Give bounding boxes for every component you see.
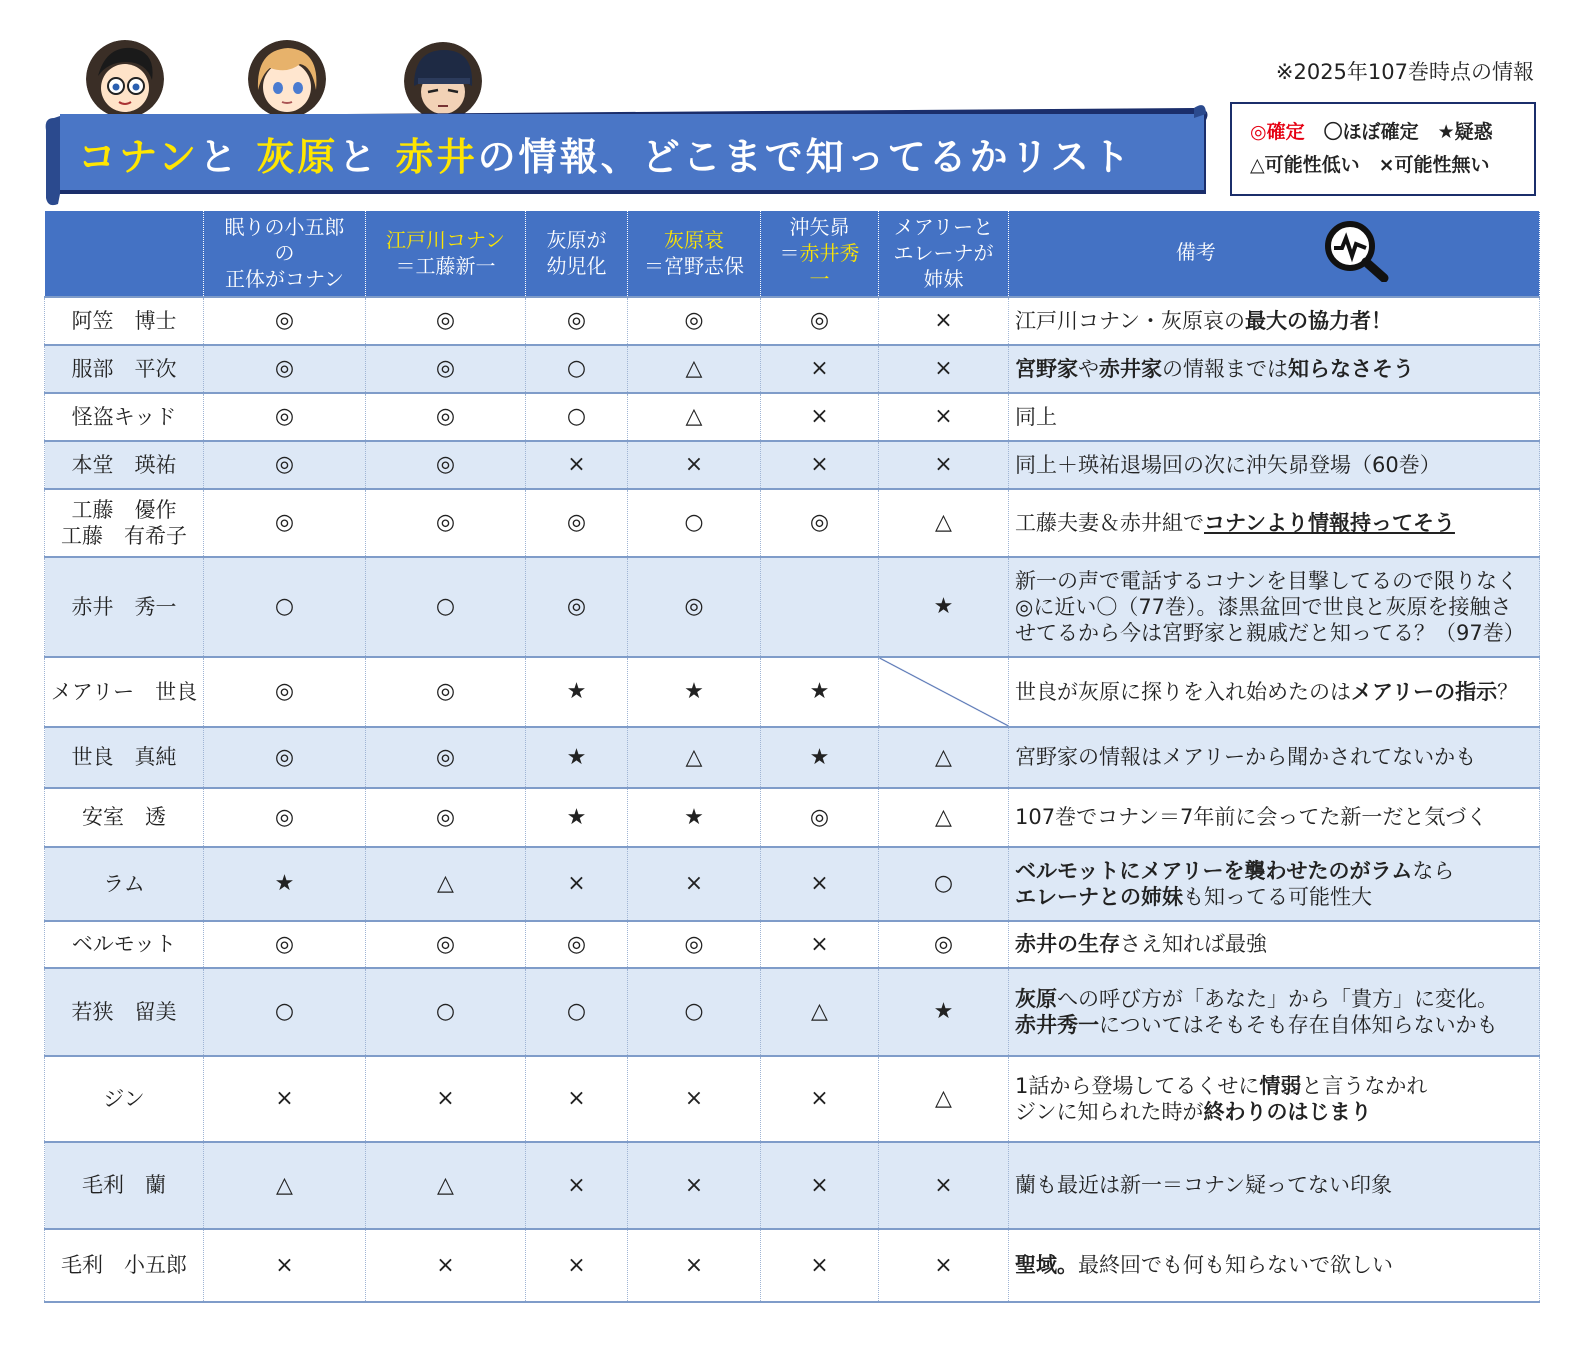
note-cell: 江戸川コナン・灰原哀の最大の協力者！ — [1009, 297, 1540, 345]
mark-cell: ◎ — [628, 557, 761, 657]
magnifier-icon — [1322, 218, 1392, 288]
mark-cell: × — [526, 847, 628, 921]
mark-cell: × — [628, 1142, 761, 1229]
mark-cell: × — [761, 1056, 879, 1142]
mark-cell: × — [526, 441, 628, 489]
mark-cell: △ — [628, 727, 761, 788]
mark-cell: × — [761, 441, 879, 489]
mark-cell: ◎ — [366, 657, 526, 727]
mark-cell: ◎ — [366, 345, 526, 393]
mark-cell: ◎ — [526, 297, 628, 345]
mark-cell: × — [366, 1229, 526, 1302]
mark-cell: ◎ — [526, 921, 628, 968]
table-row — [45, 441, 1540, 489]
mark-cell: × — [526, 1229, 628, 1302]
character-name: 毛利 蘭 — [45, 1142, 204, 1229]
mark-cell: × — [628, 847, 761, 921]
table-row — [45, 345, 1540, 393]
mark-cell: ◎ — [879, 921, 1009, 968]
header-conan-shinichi: 江戸川コナン ＝工藤新一 — [366, 211, 526, 297]
mark-cell: △ — [366, 847, 526, 921]
mark-cell: ◎ — [204, 297, 366, 345]
mark-cell: ◎ — [366, 921, 526, 968]
header-haibara-shrunk: 灰原が 幼児化 — [526, 211, 628, 297]
mark-cell: × — [628, 1056, 761, 1142]
mark-cell: ◎ — [761, 489, 879, 557]
character-name: ジン — [45, 1056, 204, 1142]
note-cell: 蘭も最近は新一＝コナン疑ってない印象 — [1009, 1142, 1540, 1229]
table-row — [45, 489, 1540, 557]
legend-row-2: △可能性低い ×可能性無い — [1250, 154, 1490, 176]
mark-cell: × — [204, 1229, 366, 1302]
mark-cell: ◎ — [204, 788, 366, 847]
mark-cell: ◎ — [526, 489, 628, 557]
mark-cell: ◎ — [204, 393, 366, 441]
mark-cell: × — [526, 1056, 628, 1142]
mark-cell: ◎ — [204, 489, 366, 557]
note-cell: 赤井の生存さえ知れば最強 — [1009, 921, 1540, 968]
mark-cell: ◎ — [628, 297, 761, 345]
mark-cell: ○ — [526, 345, 628, 393]
mark-cell: ○ — [879, 847, 1009, 921]
mark-cell: ◎ — [204, 727, 366, 788]
note-cell: 宮野家や赤井家の情報までは知らなさそう — [1009, 345, 1540, 393]
mark-cell: ○ — [628, 968, 761, 1056]
mark-cell: ◎ — [761, 297, 879, 345]
character-name: ベルモット — [45, 921, 204, 968]
timestamp-note: ※2025年107巻時点の情報 — [1275, 60, 1534, 84]
mark-cell: ◎ — [366, 788, 526, 847]
mark-cell: × — [879, 1229, 1009, 1302]
note-cell: 世良が灰原に探りを入れ始めたのはメアリーの指示？ — [1009, 657, 1540, 727]
header-haibara-shiho: 灰原哀 ＝宮野志保 — [628, 211, 761, 297]
mark-cell: ★ — [526, 788, 628, 847]
note-cell: 107巻でコナン＝7年前に会ってた新一だと気づく — [1009, 788, 1540, 847]
note-cell: ベルモットにメアリーを襲わせたのがラムなら エレーナとの姉妹も知ってる可能性大 — [1009, 847, 1540, 921]
character-name: 若狭 留美 — [45, 968, 204, 1056]
mark-cell: ◎ — [204, 921, 366, 968]
table-row — [45, 968, 1540, 1056]
note-cell: 同上＋瑛祐退場回の次に沖矢昴登場（60巻） — [1009, 441, 1540, 489]
note-cell: 灰原への呼び方が「あなた」から「貴方」に変化。 赤井秀一についてはそもそも存在自体知らないかも — [1009, 968, 1540, 1056]
header-character — [45, 211, 204, 297]
mark-cell: △ — [879, 1056, 1009, 1142]
self-cell — [761, 557, 879, 657]
mark-cell: ◎ — [204, 657, 366, 727]
character-name: 赤井 秀一 — [45, 557, 204, 657]
mark-cell: ◎ — [628, 921, 761, 968]
mark-cell: ◎ — [204, 345, 366, 393]
mark-cell: ◎ — [366, 727, 526, 788]
mark-cell: × — [879, 297, 1009, 345]
note-cell: 同上 — [1009, 393, 1540, 441]
mark-cell: × — [761, 1229, 879, 1302]
header-okiya-akai: 沖矢昴 ＝赤井秀 一 — [761, 211, 879, 297]
table-row — [45, 557, 1540, 657]
mark-cell: × — [628, 1229, 761, 1302]
character-name: 服部 平次 — [45, 345, 204, 393]
mark-cell: × — [879, 441, 1009, 489]
self-cell — [879, 657, 1009, 727]
note-cell: 聖域。最終回でも何も知らないで欲しい — [1009, 1229, 1540, 1302]
mark-cell: ○ — [204, 557, 366, 657]
mark-cell: ★ — [761, 657, 879, 727]
header-row — [45, 211, 1540, 297]
legend-box — [1230, 102, 1536, 196]
mark-cell: △ — [879, 489, 1009, 557]
mark-cell: ◎ — [366, 393, 526, 441]
table-row — [45, 847, 1540, 921]
note-cell: 1話から登場してるくせに情弱と言うなかれ ジンに知られた時が終わりのはじまり — [1009, 1056, 1540, 1142]
table-row — [45, 297, 1540, 345]
mark-cell: △ — [628, 345, 761, 393]
table-row — [45, 921, 1540, 968]
mark-cell: △ — [366, 1142, 526, 1229]
mark-cell: ◎ — [761, 788, 879, 847]
note-cell: 宮野家の情報はメアリーから聞かされてないかも — [1009, 727, 1540, 788]
character-name: 毛利 小五郎 — [45, 1229, 204, 1302]
page-title: コナンと 灰原と 赤井の情報、どこまで知ってるかリスト — [78, 135, 1133, 179]
table-row — [45, 788, 1540, 847]
character-name: 阿笠 博士 — [45, 297, 204, 345]
mark-cell: ◎ — [204, 441, 366, 489]
mark-cell: ○ — [366, 557, 526, 657]
mark-cell: × — [366, 1056, 526, 1142]
mark-cell: × — [761, 847, 879, 921]
mark-cell: △ — [879, 727, 1009, 788]
table-row — [45, 1142, 1540, 1229]
mark-cell: ★ — [526, 727, 628, 788]
header-mary-elena: メアリーと エレーナが 姉妹 — [879, 211, 1009, 297]
mark-cell: ◎ — [366, 297, 526, 345]
mark-cell: × — [761, 1142, 879, 1229]
legend-row-1: ◎確定 〇ほぼ確定 ★疑惑 — [1250, 121, 1493, 143]
mark-cell: ○ — [366, 968, 526, 1056]
character-name: 工藤 優作 工藤 有希子 — [45, 489, 204, 557]
mark-cell: ◎ — [366, 489, 526, 557]
mark-cell: × — [761, 921, 879, 968]
mark-cell: × — [879, 345, 1009, 393]
mark-cell: ★ — [761, 727, 879, 788]
note-cell: 工藤夫妻＆赤井組でコナンより情報持ってそう — [1009, 489, 1540, 557]
mark-cell: ○ — [526, 968, 628, 1056]
character-name: 本堂 瑛祐 — [45, 441, 204, 489]
mark-cell: ○ — [204, 968, 366, 1056]
table-row — [45, 1056, 1540, 1142]
mark-cell: × — [628, 441, 761, 489]
mark-cell: ○ — [526, 393, 628, 441]
character-name: 安室 透 — [45, 788, 204, 847]
mark-cell: ★ — [628, 788, 761, 847]
mark-cell: △ — [204, 1142, 366, 1229]
mark-cell: △ — [628, 393, 761, 441]
mark-cell: ★ — [879, 557, 1009, 657]
mark-cell: ★ — [879, 968, 1009, 1056]
mark-cell: ★ — [628, 657, 761, 727]
mark-cell: × — [761, 393, 879, 441]
note-cell: 新一の声で電話するコナンを目撃してるので限りなく ◎に近い〇（77巻）。漆黒盆回で世良と灰原を接触さ せてるから今は宮野家と親戚だと知ってる？（97巻） — [1009, 557, 1540, 657]
mark-cell: ★ — [526, 657, 628, 727]
character-name: 怪盗キッド — [45, 393, 204, 441]
mark-cell: △ — [761, 968, 879, 1056]
mark-cell: × — [761, 345, 879, 393]
character-name: メアリー 世良 — [45, 657, 204, 727]
mark-cell: ○ — [628, 489, 761, 557]
mark-cell: × — [879, 393, 1009, 441]
table-row — [45, 393, 1540, 441]
mark-cell: ★ — [204, 847, 366, 921]
header-kogoro: 眠りの小五郎 の 正体がコナン — [204, 211, 366, 297]
table-row — [45, 727, 1540, 788]
character-name: ラム — [45, 847, 204, 921]
table-row — [45, 1229, 1540, 1302]
mark-cell: × — [879, 1142, 1009, 1229]
character-name: 世良 真純 — [45, 727, 204, 788]
mark-cell: ◎ — [526, 557, 628, 657]
mark-cell: × — [526, 1142, 628, 1229]
mark-cell: ◎ — [366, 441, 526, 489]
header-notes: 備考 — [1009, 211, 1540, 297]
mark-cell: △ — [879, 788, 1009, 847]
mark-cell: × — [204, 1056, 366, 1142]
info-table — [44, 210, 1540, 1303]
table-row — [45, 657, 1540, 727]
